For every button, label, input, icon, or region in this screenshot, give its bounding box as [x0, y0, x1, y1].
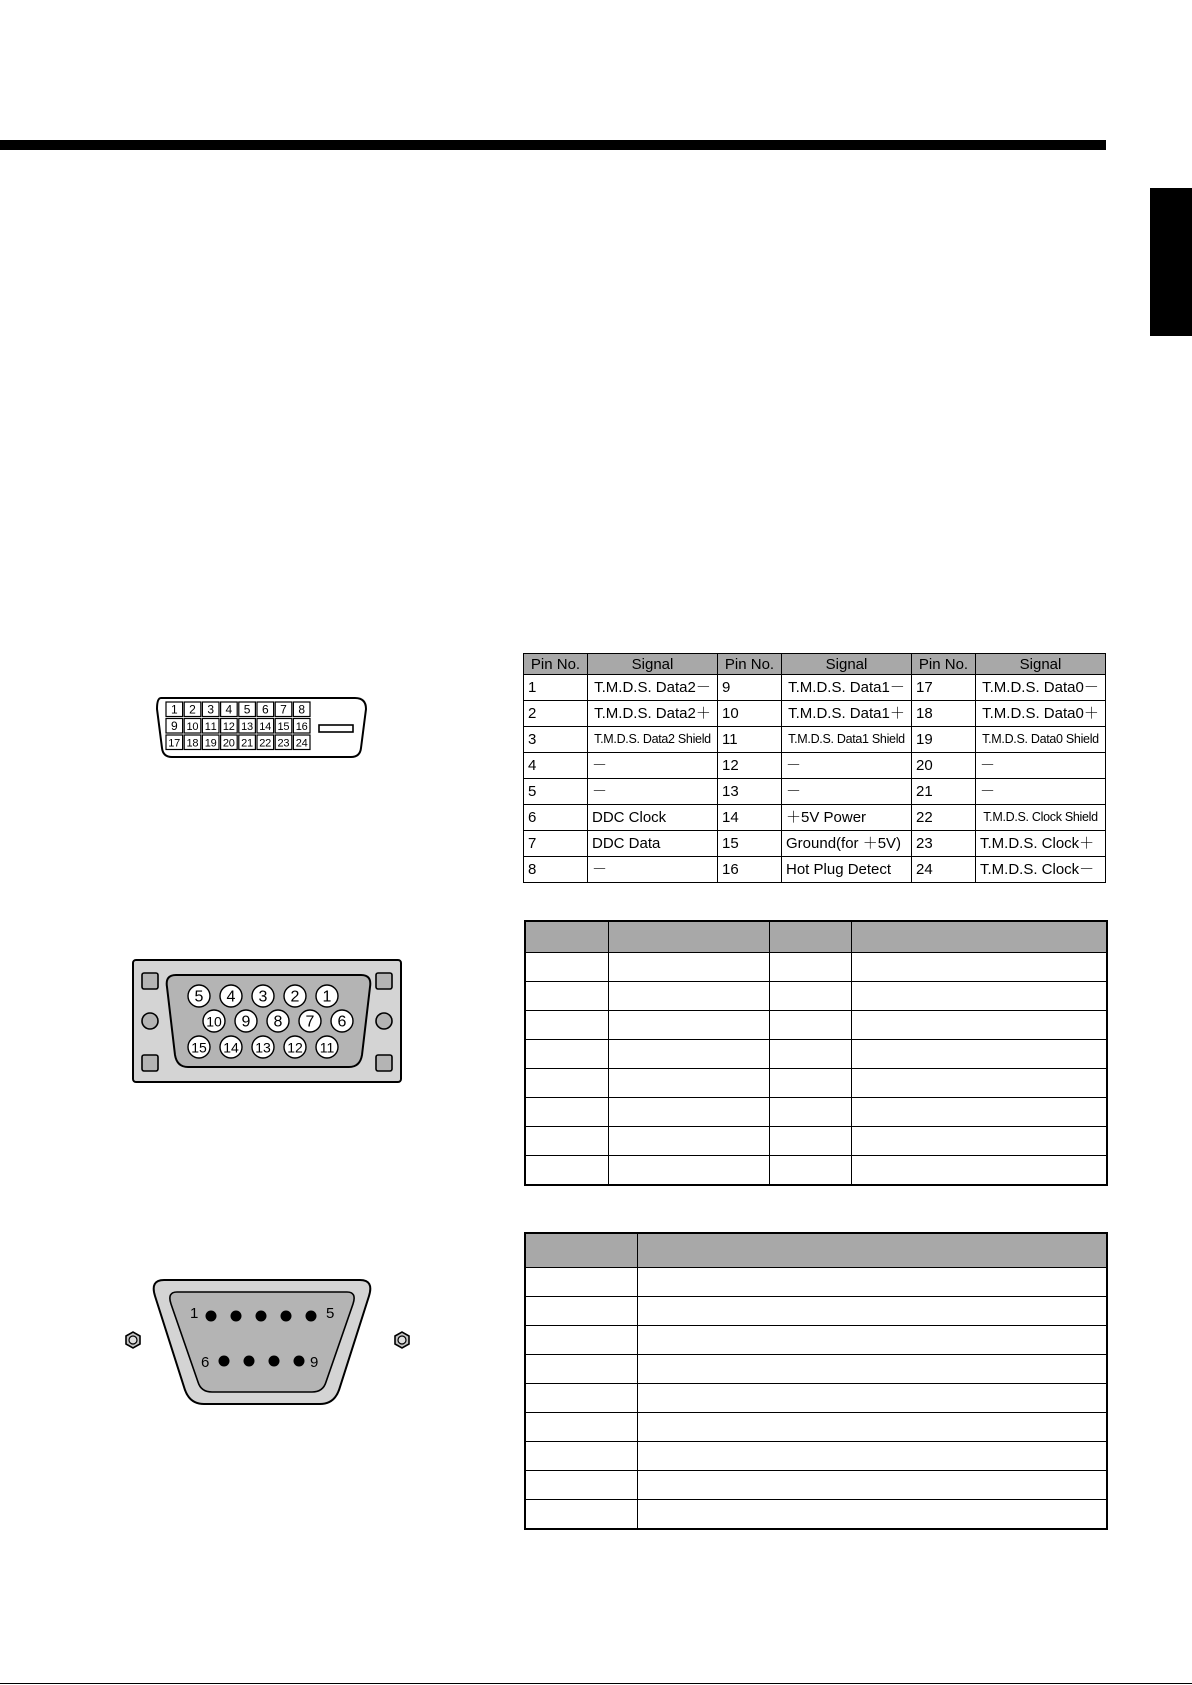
signal-name: Ground(for ＋5V) — [782, 831, 912, 857]
dvi-pin-number: 14 — [259, 720, 272, 733]
vga-pin-number: 1 — [322, 988, 332, 1006]
dvi-pin — [202, 702, 219, 717]
table-row — [524, 805, 1106, 831]
dvi-pin-number: 21 — [241, 737, 254, 750]
dvi-pin — [221, 735, 238, 750]
dvi-pin — [293, 735, 310, 750]
dvi-pin-number: 9 — [170, 718, 178, 733]
rs232-pin — [269, 1356, 280, 1367]
dvi-pin — [239, 735, 256, 750]
header-rule — [0, 140, 1106, 150]
pin-number: 10 — [718, 701, 782, 727]
pin-number: 22 — [912, 805, 976, 831]
pin-number: 8 — [524, 857, 588, 883]
dvi-pin — [257, 719, 274, 734]
vga-pin-number: 10 — [206, 1013, 222, 1030]
pin-number: 17 — [912, 675, 976, 701]
dvi-pin — [257, 702, 274, 717]
signal-name: Hot Plug Detect — [782, 857, 912, 883]
pin-number: 14 — [718, 805, 782, 831]
rs232-pin-table — [524, 1232, 1108, 1530]
vga-pin-number: 11 — [319, 1039, 335, 1056]
dvi-pin-number: 5 — [243, 702, 251, 717]
dvi-pin — [166, 735, 183, 750]
signal-name: － — [782, 753, 912, 779]
table-row — [525, 1500, 1107, 1530]
pin-number: 9 — [718, 675, 782, 701]
signal-name: － — [976, 753, 1106, 779]
table-header-row — [525, 1233, 1107, 1268]
vga-pin — [220, 1036, 242, 1058]
pin-number: 1 — [524, 675, 588, 701]
pin-number: 7 — [524, 831, 588, 857]
dvi-pin-number: 20 — [222, 737, 235, 750]
signal-name: － — [782, 779, 912, 805]
signal-name: T.M.D.S. Data1－ — [782, 675, 912, 701]
pin-number: 13 — [718, 779, 782, 805]
dvi-pin — [275, 735, 292, 750]
table-row — [525, 1384, 1107, 1413]
dvi-pin-number: 6 — [261, 702, 269, 717]
dvi-pin — [239, 702, 256, 717]
vga-pin-number: 9 — [241, 1013, 251, 1031]
signal-name: T.M.D.S. Data2＋ — [588, 701, 718, 727]
dvi-pin — [202, 719, 219, 734]
pin-number: 2 — [524, 701, 588, 727]
table-header-row — [525, 921, 1107, 953]
dvi-pin-number: 19 — [204, 737, 217, 750]
signal-name: T.M.D.S. Data1＋ — [782, 701, 912, 727]
pin-number: 11 — [718, 727, 782, 753]
header-cell — [851, 921, 1107, 953]
header-signal: Signal — [976, 654, 1106, 675]
table-row — [525, 1098, 1107, 1127]
table-row — [524, 831, 1106, 857]
dvi-connector-illustration — [155, 696, 370, 760]
header-pin-no: Pin No. — [524, 654, 588, 675]
vga-pin-number: 7 — [305, 1013, 315, 1031]
header-cell — [525, 1233, 637, 1268]
vga-pin-number: 13 — [255, 1039, 271, 1056]
pin-number: 4 — [524, 753, 588, 779]
signal-name: － — [588, 857, 718, 883]
pin-number: 15 — [718, 831, 782, 857]
dvi-pin — [293, 719, 310, 734]
dvi-pin-number: 11 — [204, 720, 217, 733]
signal-name: T.M.D.S. Clock－ — [976, 857, 1106, 883]
table-row — [525, 982, 1107, 1011]
dvi-pin — [166, 702, 183, 717]
dvi-pin-number: 24 — [295, 737, 308, 750]
table-row — [525, 953, 1107, 982]
dvi-pin-number: 23 — [277, 737, 290, 750]
signal-name: DDC Data — [588, 831, 718, 857]
signal-name: T.M.D.S. Data0－ — [976, 675, 1106, 701]
vga-pin — [220, 985, 242, 1007]
dvi-pin — [166, 719, 183, 734]
table-row — [525, 1011, 1107, 1040]
header-cell — [637, 1233, 1107, 1268]
dvi-pin — [275, 719, 292, 734]
header-signal: Signal — [588, 654, 718, 675]
table-header-row — [524, 654, 1106, 675]
vga-pin-number: 6 — [337, 1013, 347, 1031]
table-row — [525, 1442, 1107, 1471]
table-row — [525, 1297, 1107, 1326]
pin-number: 16 — [718, 857, 782, 883]
rs232-pin — [244, 1356, 255, 1367]
dvi-pin — [221, 702, 238, 717]
vga-pin-number: 8 — [273, 1013, 283, 1031]
pin-label-9: 9 — [310, 1354, 319, 1371]
table-row — [525, 1069, 1107, 1098]
vga-pin — [235, 1010, 257, 1032]
pin-number: 20 — [912, 753, 976, 779]
signal-name: T.M.D.S. Data2－ — [588, 675, 718, 701]
footer-rule — [0, 1683, 1192, 1684]
pin-number: 24 — [912, 857, 976, 883]
vga-pin — [203, 1010, 225, 1032]
dvi-pin — [184, 719, 201, 734]
pin-number: 21 — [912, 779, 976, 805]
dvi-pin-number: 1 — [170, 702, 178, 717]
signal-name: T.M.D.S. Clock＋ — [976, 831, 1106, 857]
header-cell — [769, 921, 851, 953]
signal-name: － — [588, 753, 718, 779]
signal-name: T.M.D.S. Data0 Shield — [976, 727, 1106, 753]
header-cell — [525, 921, 608, 953]
dvi-pin-number: 8 — [298, 702, 306, 717]
signal-name: ＋5V Power — [782, 805, 912, 831]
signal-name: T.M.D.S. Data1 Shield — [782, 727, 912, 753]
dvi-pin-number: 15 — [277, 720, 290, 733]
dvi-pin-number: 3 — [207, 702, 215, 717]
vga-pin — [284, 1036, 306, 1058]
table-row — [525, 1326, 1107, 1355]
table-row — [525, 1471, 1107, 1500]
pin-number: 19 — [912, 727, 976, 753]
rs232-pin — [281, 1311, 292, 1322]
table-row — [525, 1355, 1107, 1384]
table-row — [525, 1156, 1107, 1186]
pin-label-1: 1 — [190, 1305, 199, 1322]
dvi-pin — [202, 735, 219, 750]
signal-name: － — [976, 779, 1106, 805]
vga-pin — [252, 1036, 274, 1058]
signal-name: T.M.D.S. Clock Shield — [976, 805, 1106, 831]
pin-number: 23 — [912, 831, 976, 857]
rs232-pin — [306, 1311, 317, 1322]
rs232-pin — [231, 1311, 242, 1322]
dvi-pin-number: 17 — [168, 737, 181, 750]
dvi-pin-number: 16 — [295, 720, 308, 733]
vga-pin — [284, 985, 306, 1007]
vga-pin — [188, 1036, 210, 1058]
vga-pin — [316, 985, 338, 1007]
vga-pin-number: 12 — [287, 1039, 303, 1056]
dvi-pin — [239, 719, 256, 734]
table-row — [524, 675, 1106, 701]
signal-name: T.M.D.S. Data0＋ — [976, 701, 1106, 727]
dvi-pin-number: 2 — [189, 702, 196, 717]
table-row — [524, 779, 1106, 805]
signal-name: － — [588, 779, 718, 805]
vga-pin-table — [524, 920, 1108, 1186]
vga-pin — [299, 1010, 321, 1032]
pin-label-5: 5 — [326, 1305, 335, 1322]
table-row — [525, 1413, 1107, 1442]
dvi-pin — [221, 719, 238, 734]
dvi-pin — [275, 702, 292, 717]
header-signal: Signal — [782, 654, 912, 675]
table-row — [525, 1040, 1107, 1069]
rs232-connector-illustration — [112, 1278, 412, 1408]
vga-pin — [267, 1010, 289, 1032]
dvi-pin-number: 4 — [225, 702, 233, 717]
rs232-pin — [206, 1311, 217, 1322]
vga-pin-number: 14 — [223, 1039, 239, 1056]
dvi-pin-number: 7 — [280, 702, 287, 717]
rs232-pin — [294, 1356, 305, 1367]
dvi-pin — [293, 702, 310, 717]
vga-pin — [188, 985, 210, 1007]
table-row — [524, 701, 1106, 727]
vga-pin-number: 5 — [194, 988, 204, 1006]
header-cell — [608, 921, 769, 953]
vga-pin-number: 2 — [290, 988, 300, 1006]
section-tab — [1150, 188, 1192, 336]
vga-pin-number: 4 — [226, 988, 236, 1006]
vga-pin-number: 3 — [258, 988, 268, 1006]
table-row — [525, 1127, 1107, 1156]
vga-pin — [331, 1010, 353, 1032]
pin-number: 3 — [524, 727, 588, 753]
vga-pin-number: 15 — [191, 1039, 207, 1056]
pin-number: 5 — [524, 779, 588, 805]
table-row — [525, 1268, 1107, 1297]
pin-number: 18 — [912, 701, 976, 727]
rs232-pin — [219, 1356, 230, 1367]
dvi-pin-number: 13 — [241, 720, 254, 733]
dvi-pin-number: 12 — [222, 720, 235, 733]
header-pin-no: Pin No. — [912, 654, 976, 675]
dvi-pin-number: 10 — [186, 720, 199, 733]
dvi-pin — [257, 735, 274, 750]
signal-name: DDC Clock — [588, 805, 718, 831]
table-row — [524, 857, 1106, 883]
vga-connector-illustration — [132, 959, 404, 1085]
dvi-pin — [184, 735, 201, 750]
dvi-pin — [184, 702, 201, 717]
pin-number: 12 — [718, 753, 782, 779]
vga-pin — [316, 1036, 338, 1058]
dvi-pin-number: 22 — [259, 737, 272, 750]
pin-number: 6 — [524, 805, 588, 831]
rs232-pin — [256, 1311, 267, 1322]
pin-label-6: 6 — [201, 1354, 210, 1371]
header-pin-no: Pin No. — [718, 654, 782, 675]
table-row — [524, 753, 1106, 779]
dvi-pin-number: 18 — [186, 737, 199, 750]
dvi-pin-table — [523, 653, 1106, 883]
signal-name: T.M.D.S. Data2 Shield — [588, 727, 718, 753]
table-row — [524, 727, 1106, 753]
vga-pin — [252, 985, 274, 1007]
